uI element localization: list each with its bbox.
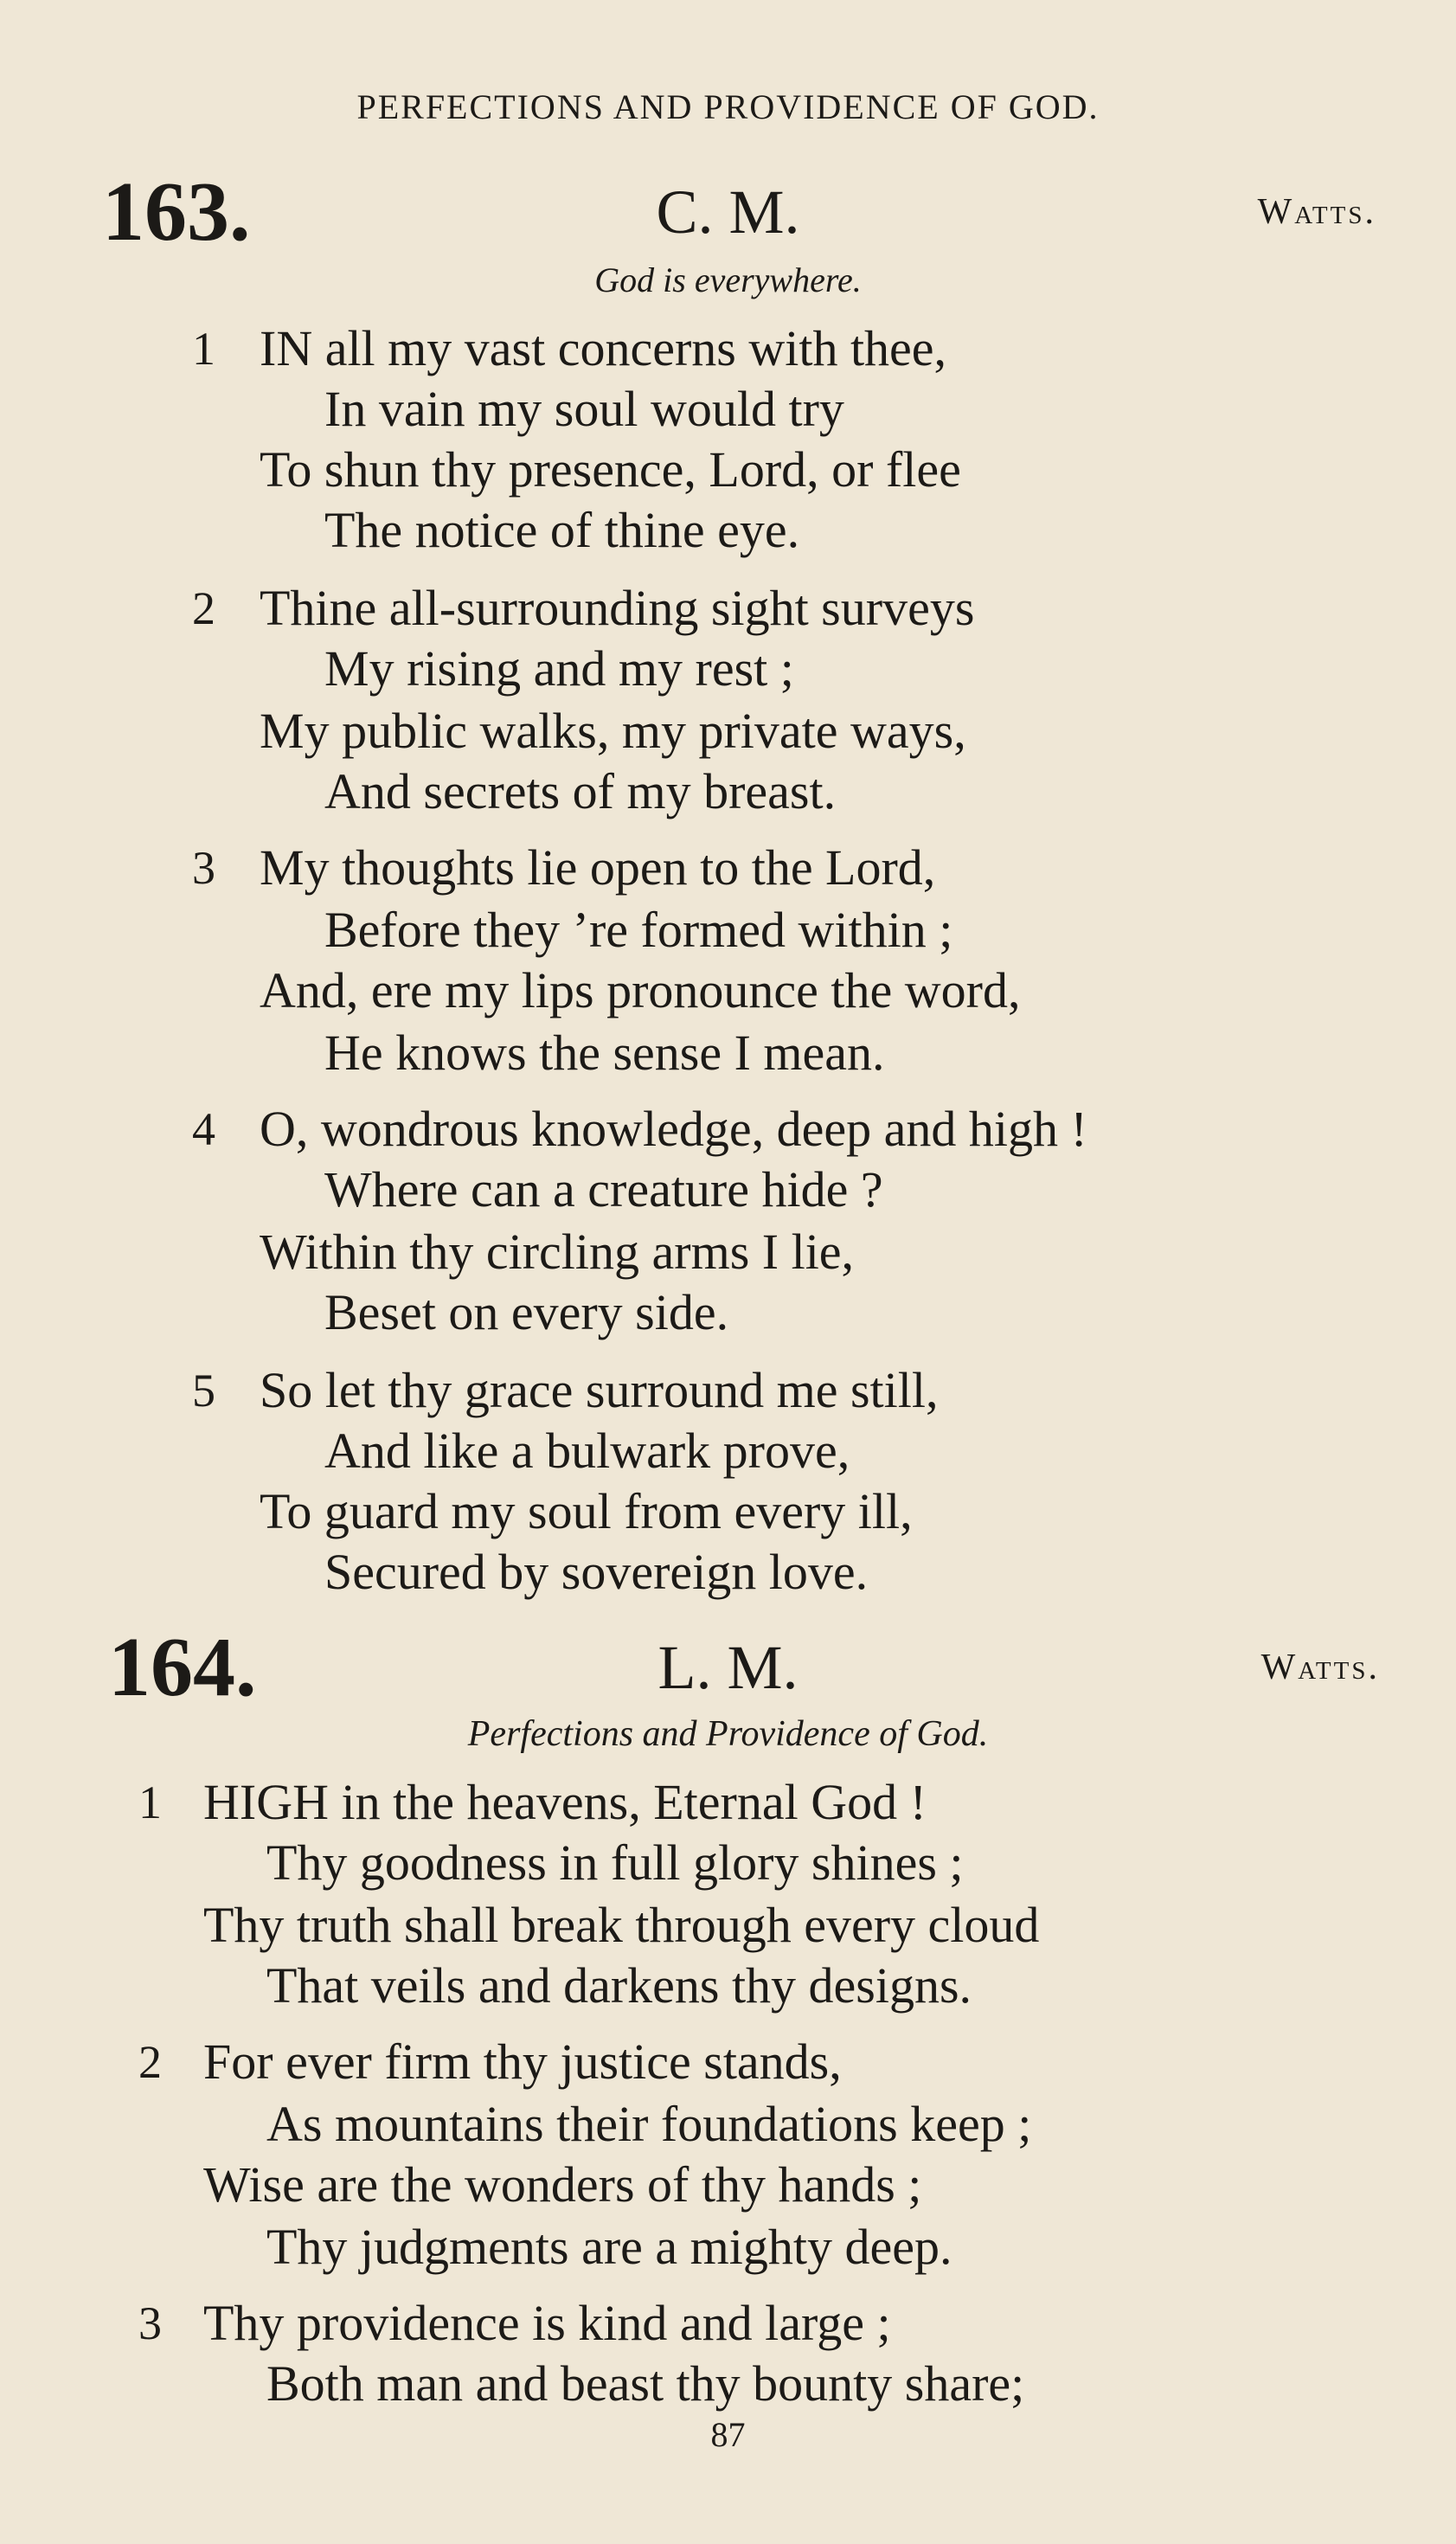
- verse-line: Thy judgments are a mighty deep.: [266, 2219, 952, 2275]
- verse-line: My thoughts lie open to the Lord,: [260, 839, 936, 896]
- verse-line: Thy truth shall break through every cloud: [203, 1897, 1040, 1953]
- verse-line: In vain my soul would try: [324, 381, 844, 437]
- hymn-164-header: [0, 1620, 1456, 1715]
- hymn-number: 164.: [108, 1621, 257, 1714]
- verse-line: To shun thy presence, Lord, or flee: [260, 441, 961, 498]
- hymn-subtitle: Perfections and Providence of God.: [467, 1714, 989, 1754]
- verse-line: O, wondrous knowledge, deep and high !: [260, 1101, 1087, 1157]
- verse-line: As mountains their foundations keep ;: [266, 2096, 1032, 2152]
- hymn-number: 163.: [102, 165, 251, 259]
- verse-line: Before they ’re formed within ;: [324, 902, 953, 958]
- verse-number: 5: [192, 1365, 215, 1417]
- verse-line: Beset on every side.: [324, 1284, 729, 1340]
- verse-number: 2: [192, 582, 215, 634]
- verse-number: 4: [192, 1103, 215, 1155]
- verse-number: 2: [138, 2036, 162, 2088]
- verse-line: IN all my vast concerns with thee,: [260, 320, 947, 376]
- verse-line: The notice of thine eye.: [324, 502, 800, 558]
- verse-line: He knows the sense I mean.: [324, 1025, 885, 1081]
- hymn-author: Watts.: [1260, 1648, 1380, 1687]
- verse-line: And like a bulwark prove,: [324, 1423, 850, 1479]
- hymn-163-header: [0, 164, 1456, 260]
- verse-line: Wise are the wonders of thy hands ;: [203, 2156, 922, 2213]
- verse-line: Where can a creature hide ?: [324, 1161, 883, 1217]
- hymn-meter: L. M.: [657, 1633, 799, 1702]
- verse-line: For ever firm thy justice stands,: [203, 2033, 842, 2090]
- verse-line: And secrets of my breast.: [324, 763, 837, 819]
- verse-line: Within thy circling arms I lie,: [260, 1224, 855, 1280]
- verse-number: 3: [192, 842, 215, 894]
- verse-line: To guard my soul from every ill,: [260, 1483, 913, 1539]
- verse-line: HIGH in the heavens, Eternal God !: [203, 1774, 927, 1830]
- verse-line: That veils and darkens thy designs.: [266, 1957, 972, 2014]
- hymn-meter: C. M.: [656, 177, 800, 247]
- verse-line: Both man and beast thy bounty share;: [266, 2355, 1025, 2412]
- verse-number: 1: [138, 1776, 162, 1828]
- verse-line: And, ere my lips pronounce the word,: [260, 962, 1021, 1018]
- verse-line: Thy goodness in full glory shines ;: [266, 1834, 964, 1891]
- verse-number: 1: [192, 323, 215, 375]
- verse-line: So let thy grace surround me still,: [260, 1362, 939, 1418]
- page-number: 87: [710, 2415, 746, 2454]
- hymn-author: Watts.: [1257, 192, 1376, 232]
- verse-line: My public walks, my private ways,: [260, 703, 966, 759]
- verse-number: 3: [138, 2297, 162, 2349]
- verse-line: Secured by sovereign love.: [324, 1544, 869, 1600]
- hymn-subtitle: God is everywhere.: [594, 260, 862, 299]
- verse-line: Thy providence is kind and large ;: [203, 2295, 891, 2351]
- verse-line: Thine all-surrounding sight surveys: [260, 580, 975, 636]
- verse-line: My rising and my rest ;: [324, 640, 794, 697]
- running-head: PERFECTIONS AND PROVIDENCE OF GOD.: [356, 87, 1100, 126]
